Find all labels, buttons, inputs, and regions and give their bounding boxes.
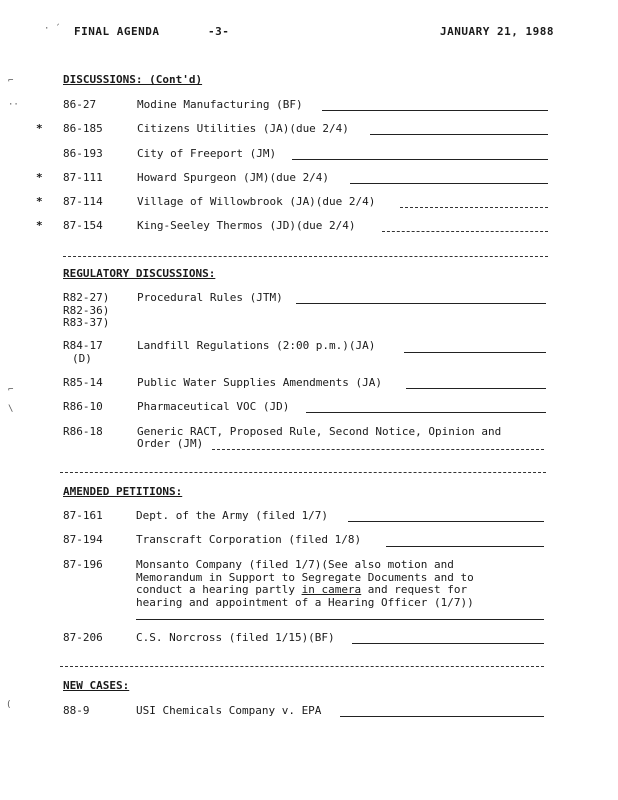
signature-line xyxy=(322,110,548,111)
priority-star-icon: * xyxy=(36,195,43,208)
item-number: 87-114 xyxy=(63,195,103,208)
scan-mark-icon: ⌐ xyxy=(8,76,14,86)
item-text: Monsanto Company (filed 1/7)(See also motion and xyxy=(136,558,454,571)
item-text: King-Seeley Thermos (JD)(due 2/4) xyxy=(137,219,356,232)
signature-line xyxy=(340,716,544,717)
item-text: City of Freeport (JM) xyxy=(137,147,277,160)
signature-line xyxy=(350,183,548,184)
agenda-title: FINAL AGENDA xyxy=(74,25,160,38)
signature-line xyxy=(370,134,548,135)
item-number: 87-206 xyxy=(63,631,103,644)
item-text: Public Water Supplies Amendments (JA) xyxy=(137,376,383,389)
item-text: Procedural Rules (JTM) xyxy=(137,291,283,304)
regulatory-heading: REGULATORY DISCUSSIONS: xyxy=(63,267,216,280)
new-cases-heading: NEW CASES: xyxy=(63,679,130,692)
item-text: Generic RACT, Proposed Rule, Second Notice, Opinion and xyxy=(137,425,502,438)
item-number: R83-37) xyxy=(63,316,110,329)
priority-star-icon: * xyxy=(36,122,43,135)
discussions-heading: DISCUSSIONS: (Cont'd) xyxy=(63,73,203,86)
scan-mark-icon: ·· xyxy=(8,100,19,110)
item-number: 87-161 xyxy=(63,509,103,522)
item-text-part: conduct a hearing partly xyxy=(136,583,302,596)
item-text: Pharmaceutical VOC (JD) xyxy=(137,400,290,413)
latin-term: in camera xyxy=(301,583,362,596)
signature-line xyxy=(292,159,548,160)
item-text: Howard Spurgeon (JM)(due 2/4) xyxy=(137,171,330,184)
signature-line xyxy=(382,231,548,232)
item-text: Memorandum in Support to Segregate Documents and to xyxy=(136,571,474,584)
signature-line xyxy=(136,619,544,620)
section-divider xyxy=(60,472,546,473)
item-text: Transcraft Corporation (filed 1/8) xyxy=(136,533,362,546)
signature-line xyxy=(212,449,544,450)
item-number: R85-14 xyxy=(63,376,103,389)
item-number: 88-9 xyxy=(63,704,90,717)
item-text: Dept. of the Army (filed 1/7) xyxy=(136,509,329,522)
item-number: 86-27 xyxy=(63,98,97,111)
item-number: (D) xyxy=(72,352,92,365)
item-number: R82-27) xyxy=(63,291,110,304)
scan-mark-icon: ⌐ xyxy=(8,385,14,395)
agenda-date: JANUARY 21, 1988 xyxy=(440,25,554,38)
priority-star-icon: * xyxy=(36,219,43,232)
item-number: R86-10 xyxy=(63,400,103,413)
item-text: C.S. Norcross (filed 1/15)(BF) xyxy=(136,631,335,644)
item-number: R84-17 xyxy=(63,339,103,352)
signature-line xyxy=(352,643,544,644)
item-text: Village of Willowbrook (JA)(due 2/4) xyxy=(137,195,376,208)
item-text: USI Chemicals Company v. EPA xyxy=(136,704,322,717)
signature-line xyxy=(386,546,544,547)
item-number: 87-111 xyxy=(63,171,103,184)
amended-heading: AMENDED PETITIONS: xyxy=(63,485,183,498)
section-divider xyxy=(60,666,544,667)
section-divider xyxy=(63,256,548,257)
page-number: -3- xyxy=(208,25,230,38)
item-number: 87-194 xyxy=(63,533,103,546)
signature-line xyxy=(348,521,544,522)
signature-line xyxy=(400,207,548,208)
item-text: Landfill Regulations (2:00 p.m.)(JA) xyxy=(137,339,376,352)
scan-mark-icon: · ´ xyxy=(44,24,61,34)
item-number: 86-193 xyxy=(63,147,103,160)
signature-line xyxy=(406,388,546,389)
item-number: 87-154 xyxy=(63,219,103,232)
item-text: Citizens Utilities (JA)(due 2/4) xyxy=(137,122,349,135)
item-text: Order (JM) xyxy=(137,437,204,450)
signature-line xyxy=(404,352,546,353)
item-text-part: and request for xyxy=(361,583,468,596)
priority-star-icon: * xyxy=(36,171,43,184)
item-text: Modine Manufacturing (BF) xyxy=(137,98,303,111)
scan-mark-icon: ( xyxy=(6,700,12,710)
item-number: R86-18 xyxy=(63,425,103,438)
item-number: 86-185 xyxy=(63,122,103,135)
item-text: hearing and appointment of a Hearing Officer (1/7)) xyxy=(136,596,474,609)
item-number: 87-196 xyxy=(63,558,103,571)
item-number: R82-36) xyxy=(63,304,110,317)
signature-line xyxy=(296,303,546,304)
signature-line xyxy=(306,412,546,413)
scan-mark-icon: \ xyxy=(8,404,14,414)
item-text xyxy=(136,583,467,596)
